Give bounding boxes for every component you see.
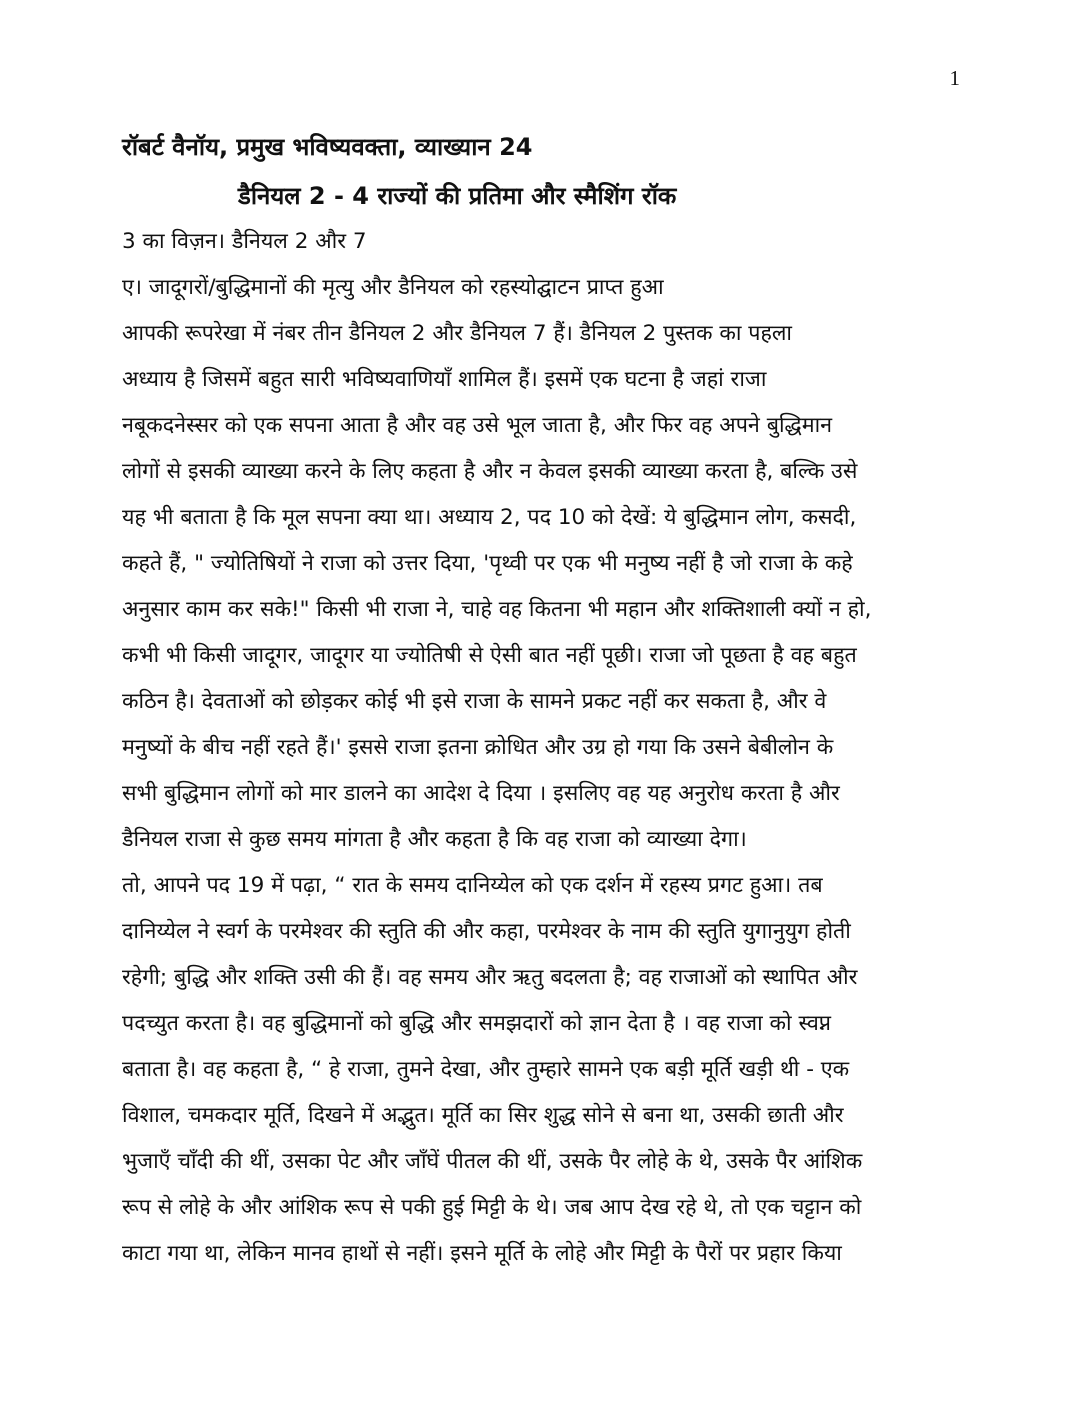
text-line-10: कभी भी किसी जादूगर, जादूगर या ज्योतिषी से ऐसी बात नहीं पूछी। राजा जो पूछता है वह बहुत: [122, 643, 857, 668]
page-number: 1: [949, 66, 960, 90]
text-line-11: कठिन है। देवताओं को छोड़कर कोई भी इसे राजा के सामने प्रकट नहीं कर सकता है, और वे: [122, 689, 827, 714]
text-line-4: अध्याय है जिसमें बहुत सारी भविष्यवाणियाँ शामिल हैं। इसमें एक घटना है जहां राजा: [122, 367, 767, 392]
text-line-22: रूप से लोहे के और आंशिक रूप से पकी हुई मिट्टी के थे। जब आप देख रहे थे, तो एक चट्टान को: [122, 1195, 862, 1220]
text-line-19: बताता है। वह कहता है, “ हे राजा, तुमने देखा, और तुम्हारे सामने एक बड़ी मूर्ति खड़ी थी - एक: [122, 1057, 850, 1082]
text-line-6: लोगों से इसकी व्याख्या करने के लिए कहता है और न केवल इसकी व्याख्या करता है, बल्कि उसे: [122, 459, 858, 484]
text-line-16: दानिय्येल ने स्वर्ग के परमेश्वर की स्तुति की और कहा, परमेश्वर के नाम की स्तुति युगानुयुग होती: [122, 919, 851, 944]
text-line-8: कहते हैं, " ज्योतिषियों ने राजा को उत्तर दिया, 'पृथ्वी पर एक भी मनुष्य नहीं है जो राजा के कहे: [122, 551, 853, 576]
text-line-14: डैनियल राजा से कुछ समय मांगता है और कहता है कि वह राजा को व्याख्या देगा।: [122, 827, 747, 852]
text-line-17: रहेगी; बुद्धि और शक्ति उसी की हैं। वह समय और ऋतु बदलता है; वह राजाओं को स्थापित और: [122, 965, 858, 990]
text-line-15: तो, आपने पद 19 में पढ़ा, “ रात के समय दानिय्येल को एक दर्शन में रहस्य प्रगट हुआ। तब: [122, 873, 823, 898]
section-heading: ए। जादूगरों/बुद्धिमानों की मृत्यु और डैनियल को रहस्योद्घाटन प्राप्त हुआ: [122, 275, 664, 300]
lecture-subtitle: डैनियल 2 - 4 राज्यों की प्रतिमा और स्मैशिंग रॉक: [238, 182, 677, 210]
text-line-13: सभी बुद्धिमान लोगों को मार डालने का आदेश दे दिया । इसलिए वह यह अनुरोध करता है और: [122, 781, 840, 806]
text-line-9: अनुसार काम कर सके!" किसी भी राजा ने, चाहे वह कितना भी महान और शक्तिशाली क्यों न हो,: [122, 597, 872, 622]
text-line-12: मनुष्यों के बीच नहीं रहते हैं।' इससे राजा इतना क्रोधित और उग्र हो गया कि उसने बेबीलोन के: [122, 735, 834, 760]
text-line-21: भुजाएँ चाँदी की थीं, उसका पेट और जाँघें पीतल की थीं, उसके पैर लोहे के थे, उसके पैर आंशिक: [122, 1149, 863, 1174]
text-line-3: आपकी रूपरेखा में नंबर तीन डैनियल 2 और डैनियल 7 हैं। डैनियल 2 पुस्तक का पहला: [122, 321, 793, 346]
text-line-1: 3 का विज़न। डैनियल 2 और 7: [122, 229, 367, 254]
text-line-23: काटा गया था, लेकिन मानव हाथों से नहीं। इसने मूर्ति के लोहे और मिट्टी के पैरों पर प्रहार किया: [122, 1241, 842, 1266]
text-line-7: यह भी बताता है कि मूल सपना क्या था। अध्याय 2, पद 10 को देखें: ये बुद्धिमान लोग, कसदी,: [122, 505, 857, 530]
text-line-18: पदच्युत करता है। वह बुद्धिमानों को बुद्धि और समझदारों को ज्ञान देता है । वह राजा को स्वप्न: [122, 1011, 832, 1036]
text-line-20: विशाल, चमकदार मूर्ति, दिखने में अद्भुत। मूर्ति का सिर शुद्ध सोने से बना था, उसकी छाती और: [122, 1103, 844, 1128]
text-line-5: नबूकदनेस्सर को एक सपना आता है और वह उसे भूल जाता है, और फिर वह अपने बुद्धिमान: [122, 413, 833, 438]
lecture-title: रॉबर्ट वैनॉय, प्रमुख भविष्यवक्ता, व्याख्यान 24: [122, 133, 533, 161]
